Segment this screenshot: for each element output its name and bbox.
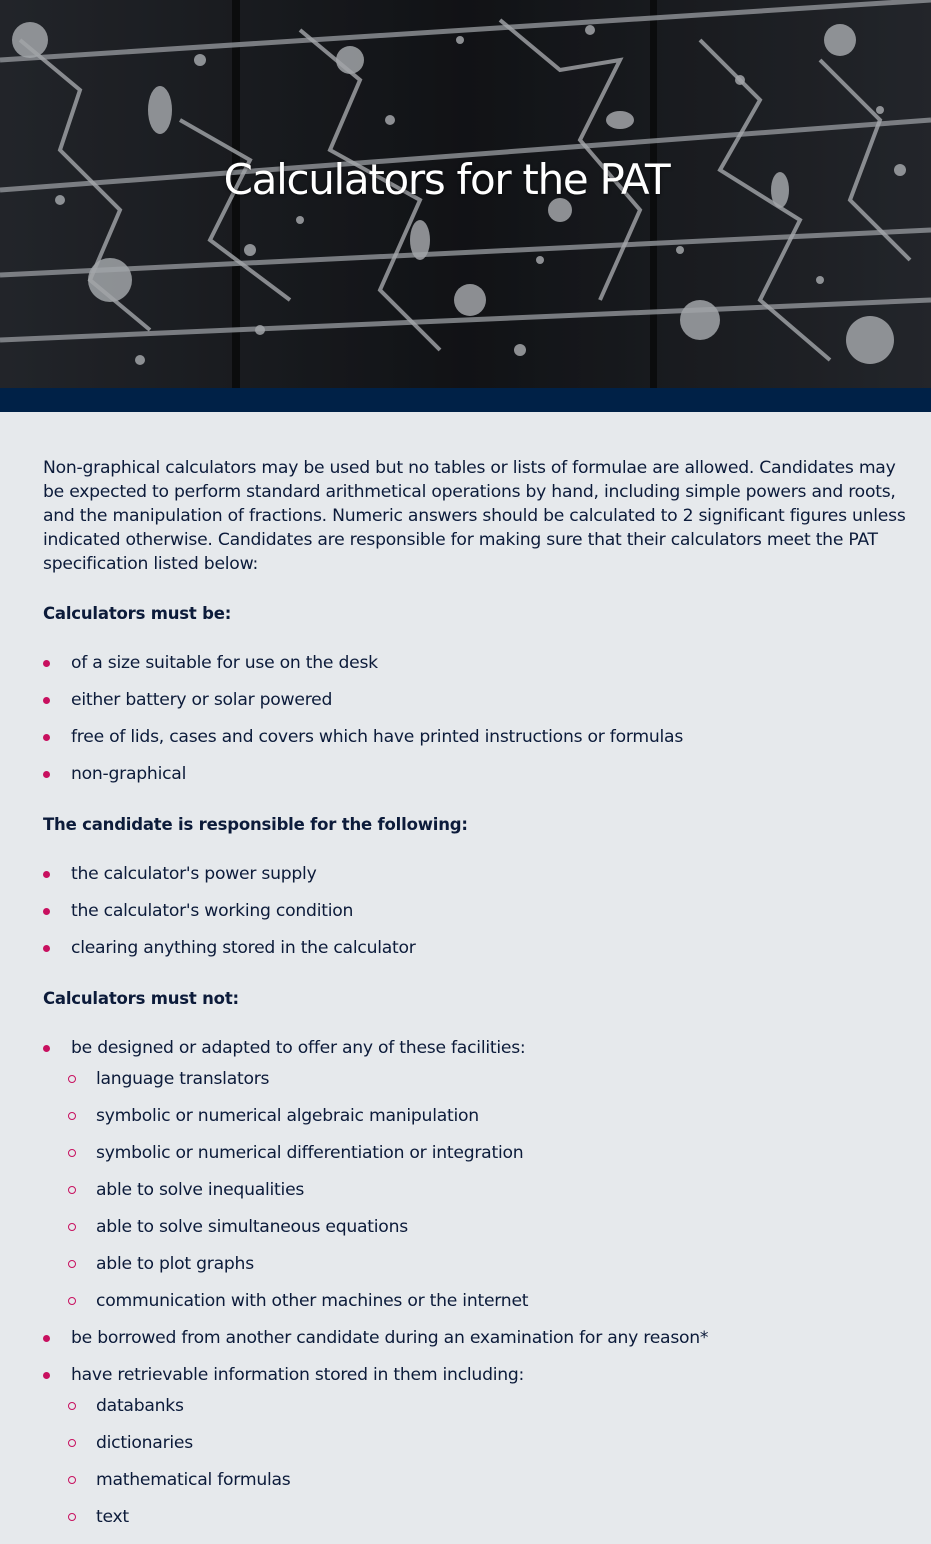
bullet-icon — [43, 734, 50, 741]
bullet-icon — [43, 660, 50, 667]
sub-list-item — [71, 1252, 917, 1276]
list-item — [43, 688, 917, 712]
sub-list-item — [71, 1141, 917, 1165]
must-be-heading: Calculators must be: — [43, 604, 232, 623]
list-item — [43, 725, 917, 749]
sub-list-item-text: able to plot graphs — [96, 1254, 254, 1274]
sub-list-item — [71, 1289, 917, 1313]
hollow-bullet-icon — [68, 1297, 76, 1305]
page-title: Calculators for the PAT — [223, 155, 670, 204]
hero-banner — [0, 0, 931, 388]
sub-list-item-text: mathematical formulas — [96, 1470, 291, 1490]
must-not-list — [43, 1036, 917, 1529]
sub-list-item — [71, 1215, 917, 1239]
list-item-text: clearing anything stored in the calculator — [71, 938, 416, 958]
stored-info-sublist — [71, 1394, 917, 1529]
sub-list-item-text: symbolic or numerical algebraic manipulation — [96, 1106, 479, 1126]
hollow-bullet-icon — [68, 1149, 76, 1157]
sub-list-item-text: able to solve simultaneous equations — [96, 1217, 408, 1237]
list-item — [43, 762, 917, 786]
hollow-bullet-icon — [68, 1112, 76, 1120]
responsible-list — [43, 862, 917, 960]
sub-list-item — [71, 1178, 917, 1202]
list-item-text: be designed or adapted to offer any of these facilities: — [71, 1038, 526, 1058]
list-item-text: non-graphical — [71, 764, 187, 784]
responsible-heading: The candidate is responsible for the following: — [43, 815, 468, 834]
must-be-list — [43, 651, 917, 786]
sub-list-item-text: dictionaries — [96, 1433, 193, 1453]
list-item — [43, 651, 917, 675]
hollow-bullet-icon — [68, 1260, 76, 1268]
hollow-bullet-icon — [68, 1075, 76, 1083]
sub-list-item — [71, 1431, 917, 1455]
bullet-icon — [43, 697, 50, 704]
bullet-icon — [43, 1335, 50, 1342]
sub-list-item — [71, 1104, 917, 1128]
list-item-text: the calculator's working condition — [71, 901, 354, 921]
navy-divider-band — [0, 388, 931, 412]
list-item-text: have retrievable information stored in them including: — [71, 1365, 525, 1385]
sub-list-item — [71, 1468, 917, 1492]
must-not-heading: Calculators must not: — [43, 989, 239, 1008]
sub-list-item-text: databanks — [96, 1396, 184, 1416]
list-item-text: of a size suitable for use on the desk — [71, 653, 378, 673]
intro-paragraph: Non-graphical calculators may be used but no tables or lists of formulae are allowed. Candidates may be expected to perform standard arithmetical operations by hand, including simple powers and roots, and the manipulation of fractions. Numeric answers should be calculated to 2 significant figures unless indicated otherwise. Candidates are responsible for making sure that their calculators meet the PAT specification listed below: — [43, 458, 906, 574]
bullet-icon — [43, 908, 50, 915]
list-item — [43, 936, 917, 960]
list-item — [43, 1363, 917, 1529]
bullet-icon — [43, 1045, 50, 1052]
hollow-bullet-icon — [68, 1513, 76, 1521]
sub-list-item — [71, 1394, 917, 1418]
hollow-bullet-icon — [68, 1439, 76, 1447]
hollow-bullet-icon — [68, 1186, 76, 1194]
sub-list-item — [71, 1067, 917, 1091]
list-item — [43, 1036, 917, 1313]
sub-list-item-text: language translators — [96, 1069, 270, 1089]
list-item-text: the calculator's power supply — [71, 864, 317, 884]
list-item — [43, 1326, 917, 1350]
list-item-text: free of lids, cases and covers which have printed instructions or formulas — [71, 727, 684, 747]
hollow-bullet-icon — [68, 1476, 76, 1484]
list-item-text: either battery or solar powered — [71, 690, 333, 710]
bullet-icon — [43, 945, 50, 952]
sub-list-item-text: symbolic or numerical differentiation or integration — [96, 1143, 524, 1163]
sub-list-item-text: communication with other machines or the internet — [96, 1291, 529, 1311]
sub-list-item — [71, 1505, 917, 1529]
bullet-icon — [43, 871, 50, 878]
bullet-icon — [43, 1372, 50, 1379]
list-item — [43, 899, 917, 923]
hollow-bullet-icon — [68, 1402, 76, 1410]
hollow-bullet-icon — [68, 1223, 76, 1231]
sub-list-item-text: able to solve inequalities — [96, 1180, 305, 1200]
list-item — [43, 862, 917, 886]
bullet-icon — [43, 771, 50, 778]
facilities-sublist — [71, 1067, 917, 1313]
main-content — [0, 412, 931, 1529]
list-item-text: be borrowed from another candidate during an examination for any reason* — [71, 1328, 709, 1348]
sub-list-item-text: text — [96, 1507, 129, 1527]
